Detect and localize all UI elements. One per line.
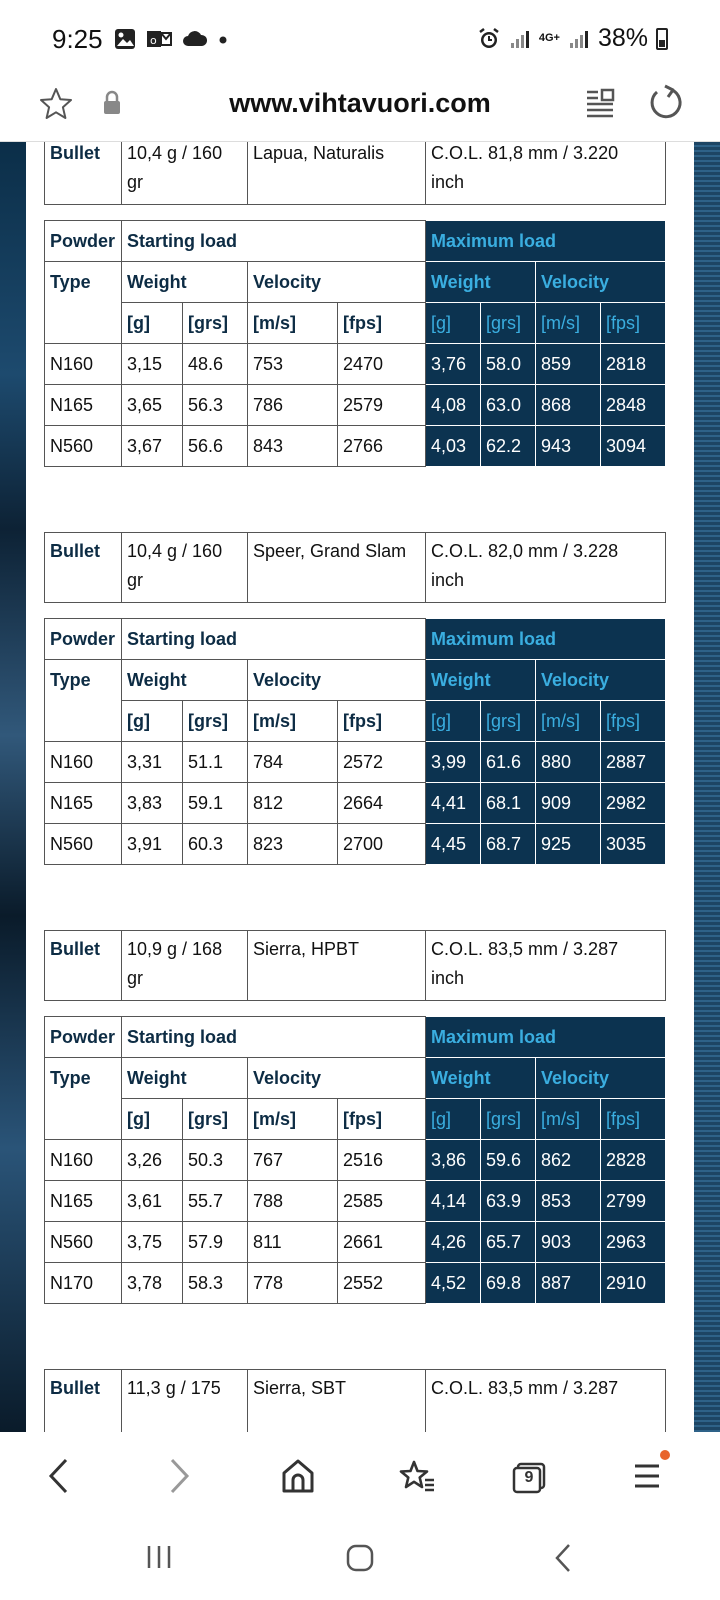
max-unit-fps: [fps] <box>601 701 666 742</box>
load-value: 812 <box>248 783 338 824</box>
load-value: 2585 <box>338 1181 426 1222</box>
load-value: 903 <box>536 1222 601 1263</box>
clock: 9:25 <box>52 24 103 54</box>
max-unit-g: [g] <box>426 303 481 344</box>
bullet-weight-line1: 10,4 g / 160 <box>127 143 223 163</box>
bullet-name: Lapua, Naturalis <box>248 142 426 205</box>
load-value: 862 <box>536 1140 601 1181</box>
load-value: 69.8 <box>481 1263 536 1304</box>
bullet-weight-line2: gr <box>127 968 144 988</box>
load-value: 843 <box>248 426 338 467</box>
bullet-col <box>426 931 666 1001</box>
bullet-label: Bullet <box>45 931 122 1001</box>
powder-type: N160 <box>45 1140 122 1181</box>
load-value: 68.1 <box>481 783 536 824</box>
load-value: 4,14 <box>426 1181 481 1222</box>
start-weight-header: Weight <box>122 660 248 701</box>
max-velocity-header: Velocity <box>536 660 666 701</box>
start-unit-ms: [m/s] <box>248 303 338 344</box>
load-value: 56.6 <box>183 426 248 467</box>
load-value: 3,31 <box>122 742 183 783</box>
load-value: 4,52 <box>426 1263 481 1304</box>
load-value: 3,91 <box>122 824 183 865</box>
header-row-1 <box>45 619 666 660</box>
load-value: 859 <box>536 344 601 385</box>
load-value: 811 <box>248 1222 338 1263</box>
header-row-2 <box>45 262 666 303</box>
load-value: 2910 <box>601 1263 666 1304</box>
dot-icon <box>218 29 228 49</box>
bullet-label: Bullet <box>45 1370 122 1433</box>
max-weight-header: Weight <box>426 660 536 701</box>
load-value: 60.3 <box>183 824 248 865</box>
col-line1: C.O.L. 83,5 mm / 3.287 <box>431 939 619 959</box>
max-unit-ms: [m/s] <box>536 1099 601 1140</box>
start-unit-fps: [fps] <box>338 1099 426 1140</box>
load-value: 853 <box>536 1181 601 1222</box>
browser-toolbar <box>0 1432 720 1522</box>
load-value: 2552 <box>338 1263 426 1304</box>
load-value: 2470 <box>338 344 426 385</box>
gallery-icon <box>114 28 136 50</box>
load-value: 3,86 <box>426 1140 481 1181</box>
max-velocity-header: Velocity <box>536 262 666 303</box>
background-right <box>694 142 720 1432</box>
load-value: 63.9 <box>481 1181 536 1222</box>
type-header: Type <box>45 1058 122 1140</box>
load-value: 2848 <box>601 385 666 426</box>
bullet-name: Speer, Grand Slam <box>248 533 426 603</box>
page-column <box>26 142 694 1432</box>
load-value: 56.3 <box>183 385 248 426</box>
load-value: 59.1 <box>183 783 248 824</box>
maximum-load-header: Maximum load <box>426 221 666 262</box>
col-line2: inch <box>431 172 465 192</box>
signal-icon-2 <box>568 28 590 50</box>
bullet-weight-line2: gr <box>127 172 144 192</box>
table-row <box>45 1263 666 1304</box>
max-unit-grs: [grs] <box>481 701 536 742</box>
load-value: 2700 <box>338 824 426 865</box>
system-back-icon[interactable] <box>552 1542 574 1574</box>
max-weight-header: Weight <box>426 1058 536 1099</box>
system-icons <box>477 24 668 53</box>
load-value: 2579 <box>338 385 426 426</box>
type-header: Type <box>45 262 122 344</box>
load-value: 61.6 <box>481 742 536 783</box>
start-velocity-header: Velocity <box>248 660 426 701</box>
load-value: 786 <box>248 385 338 426</box>
menu-icon <box>632 1460 662 1492</box>
unit-row <box>45 701 666 742</box>
header-row-1 <box>45 1017 666 1058</box>
powder-type: N560 <box>45 1222 122 1263</box>
reader-mode-icon[interactable] <box>584 86 616 120</box>
max-unit-g: [g] <box>426 701 481 742</box>
notification-icons <box>114 28 228 50</box>
load-data-table <box>44 1016 666 1304</box>
starting-load-header: Starting load <box>122 221 426 262</box>
load-value: 943 <box>536 426 601 467</box>
load-value: 909 <box>536 783 601 824</box>
bullet-row <box>45 1370 666 1433</box>
load-value: 4,08 <box>426 385 481 426</box>
load-value: 4,41 <box>426 783 481 824</box>
max-unit-ms: [m/s] <box>536 303 601 344</box>
load-value: 4,26 <box>426 1222 481 1263</box>
powder-header: Powder <box>45 221 122 262</box>
load-value: 778 <box>248 1263 338 1304</box>
load-value: 2661 <box>338 1222 426 1263</box>
menu-button[interactable] <box>632 1460 662 1497</box>
alarm-icon <box>477 27 501 51</box>
start-weight-header: Weight <box>122 262 248 303</box>
load-value: 2828 <box>601 1140 666 1181</box>
load-value: 3,65 <box>122 385 183 426</box>
load-value: 62.2 <box>481 426 536 467</box>
start-unit-ms: [m/s] <box>248 701 338 742</box>
bullet-info-table <box>44 1369 666 1432</box>
system-navigation <box>0 1522 720 1600</box>
load-value: 58.3 <box>183 1263 248 1304</box>
maximum-load-header: Maximum load <box>426 619 666 660</box>
bullet-row <box>45 533 666 603</box>
address-bar <box>0 80 720 142</box>
table-row <box>45 824 666 865</box>
home-button-icon[interactable] <box>344 1542 376 1574</box>
bullet-col <box>426 142 666 205</box>
load-value: 784 <box>248 742 338 783</box>
max-unit-grs: [grs] <box>481 303 536 344</box>
unit-row <box>45 1099 666 1140</box>
powder-type: N560 <box>45 824 122 865</box>
load-value: 3,67 <box>122 426 183 467</box>
bullet-label: Bullet <box>45 533 122 603</box>
load-value: 880 <box>536 742 601 783</box>
notification-dot <box>660 1450 670 1460</box>
max-unit-fps: [fps] <box>601 1099 666 1140</box>
load-value: 2572 <box>338 742 426 783</box>
load-value: 50.3 <box>183 1140 248 1181</box>
bullet-info-table <box>44 930 666 1001</box>
url-text[interactable]: www.vihtavuori.com <box>229 88 491 118</box>
load-value: 48.6 <box>183 344 248 385</box>
load-value: 3,78 <box>122 1263 183 1304</box>
start-unit-ms: [m/s] <box>248 1099 338 1140</box>
load-value: 55.7 <box>183 1181 248 1222</box>
powder-header: Powder <box>45 619 122 660</box>
bullet-name: Sierra, HPBT <box>248 931 426 1001</box>
reload-icon[interactable] <box>648 84 684 122</box>
load-value: 2799 <box>601 1181 666 1222</box>
load-value: 3,83 <box>122 783 183 824</box>
bullet-col <box>426 533 666 603</box>
max-unit-ms: [m/s] <box>536 701 601 742</box>
table-row <box>45 426 666 467</box>
status-bar <box>0 0 720 80</box>
svg-text:o: o <box>150 34 157 47</box>
start-weight-header: Weight <box>122 1058 248 1099</box>
max-unit-grs: [grs] <box>481 1099 536 1140</box>
powder-type: N560 <box>45 426 122 467</box>
load-value: 2818 <box>601 344 666 385</box>
load-value: 753 <box>248 344 338 385</box>
load-value: 788 <box>248 1181 338 1222</box>
bullet-name: Sierra, SBT <box>248 1370 426 1433</box>
start-unit-fps: [fps] <box>338 701 426 742</box>
table-row <box>45 1140 666 1181</box>
type-header: Type <box>45 660 122 742</box>
bullet-weight-line1: 10,9 g / 168 <box>127 939 223 959</box>
col-line1: C.O.L. 81,8 mm / 3.220 <box>431 143 619 163</box>
max-unit-fps: [fps] <box>601 303 666 344</box>
load-value: 2887 <box>601 742 666 783</box>
cloud-icon <box>182 29 208 49</box>
load-value: 925 <box>536 824 601 865</box>
powder-type: N160 <box>45 344 122 385</box>
start-velocity-header: Velocity <box>248 262 426 303</box>
table-row <box>45 742 666 783</box>
tab-count: 9 <box>524 1469 534 1486</box>
battery-icon <box>656 28 668 50</box>
max-weight-header: Weight <box>426 262 536 303</box>
bullet-weight <box>122 533 248 603</box>
load-value: 4,45 <box>426 824 481 865</box>
powder-type: N160 <box>45 742 122 783</box>
powder-type: N165 <box>45 385 122 426</box>
load-data-table <box>44 220 666 467</box>
battery-percent: 38% <box>597 24 648 52</box>
load-value: 3,76 <box>426 344 481 385</box>
load-value: 59.6 <box>481 1140 536 1181</box>
load-value: 2664 <box>338 783 426 824</box>
starting-load-header: Starting load <box>122 619 426 660</box>
table-row <box>45 1222 666 1263</box>
max-velocity-header: Velocity <box>536 1058 666 1099</box>
signal-icon <box>509 28 531 50</box>
background-left <box>0 142 26 1432</box>
bullet-info-table <box>44 532 666 603</box>
header-row-1 <box>45 221 666 262</box>
load-value: 3,26 <box>122 1140 183 1181</box>
load-value: 3,15 <box>122 344 183 385</box>
start-unit-grs: [grs] <box>183 303 248 344</box>
load-value: 63.0 <box>481 385 536 426</box>
forward-icon[interactable] <box>166 1456 192 1496</box>
bullet-weight-line2: gr <box>127 570 144 590</box>
back-icon[interactable] <box>46 1456 72 1496</box>
bookmarks-icon[interactable] <box>398 1456 436 1496</box>
network-type: 4G+ <box>538 32 560 44</box>
load-value: 2516 <box>338 1140 426 1181</box>
load-value: 58.0 <box>481 344 536 385</box>
start-unit-grs: [grs] <box>183 701 248 742</box>
col-line1: C.O.L. 82,0 mm / 3.228 <box>431 541 619 561</box>
bullet-row <box>45 142 666 205</box>
start-unit-fps: [fps] <box>338 303 426 344</box>
load-data-table <box>44 618 666 865</box>
powder-header: Powder <box>45 1017 122 1058</box>
maximum-load-header: Maximum load <box>426 1017 666 1058</box>
load-value: 2982 <box>601 783 666 824</box>
load-value: 823 <box>248 824 338 865</box>
table-row <box>45 1181 666 1222</box>
start-unit-g: [g] <box>122 701 183 742</box>
header-row-2 <box>45 1058 666 1099</box>
starting-load-header: Starting load <box>122 1017 426 1058</box>
load-value: 51.1 <box>183 742 248 783</box>
web-content[interactable] <box>0 142 720 1432</box>
table-row <box>45 783 666 824</box>
home-icon[interactable] <box>280 1456 316 1496</box>
load-value: 3,61 <box>122 1181 183 1222</box>
bullet-weight <box>122 931 248 1001</box>
load-value: 3,75 <box>122 1222 183 1263</box>
bullet-info-table <box>44 142 666 205</box>
table-row <box>45 385 666 426</box>
load-value: 2963 <box>601 1222 666 1263</box>
powder-type: N170 <box>45 1263 122 1304</box>
col-line2: inch <box>431 968 465 988</box>
bullet-row <box>45 931 666 1001</box>
recent-apps-icon[interactable] <box>144 1542 174 1572</box>
load-value: 3035 <box>601 824 666 865</box>
start-unit-g: [g] <box>122 303 183 344</box>
load-value: 3094 <box>601 426 666 467</box>
start-velocity-header: Velocity <box>248 1058 426 1099</box>
unit-row <box>45 303 666 344</box>
load-value: 65.7 <box>481 1222 536 1263</box>
header-row-2 <box>45 660 666 701</box>
powder-type: N165 <box>45 1181 122 1222</box>
load-value: 4,03 <box>426 426 481 467</box>
load-value: 2766 <box>338 426 426 467</box>
load-value: 3,99 <box>426 742 481 783</box>
bullet-weight <box>122 142 248 205</box>
bullet-weight-line1: 10,4 g / 160 <box>127 541 223 561</box>
powder-type: N165 <box>45 783 122 824</box>
start-unit-g: [g] <box>122 1099 183 1140</box>
load-value: 887 <box>536 1263 601 1304</box>
col-line1: C.O.L. 83,5 mm / 3.287 <box>431 1378 619 1398</box>
load-value: 68.7 <box>481 824 536 865</box>
load-value: 868 <box>536 385 601 426</box>
bullet-col <box>426 1370 666 1433</box>
table-row <box>45 344 666 385</box>
col-line2: inch <box>431 570 465 590</box>
bullet-weight <box>122 1370 248 1433</box>
load-value: 57.9 <box>183 1222 248 1263</box>
bullet-label: Bullet <box>45 142 122 205</box>
outlook-icon <box>146 28 172 50</box>
max-unit-g: [g] <box>426 1099 481 1140</box>
bullet-weight-line1: 11,3 g / 175 <box>127 1378 221 1398</box>
start-unit-grs: [grs] <box>183 1099 248 1140</box>
load-value: 767 <box>248 1140 338 1181</box>
